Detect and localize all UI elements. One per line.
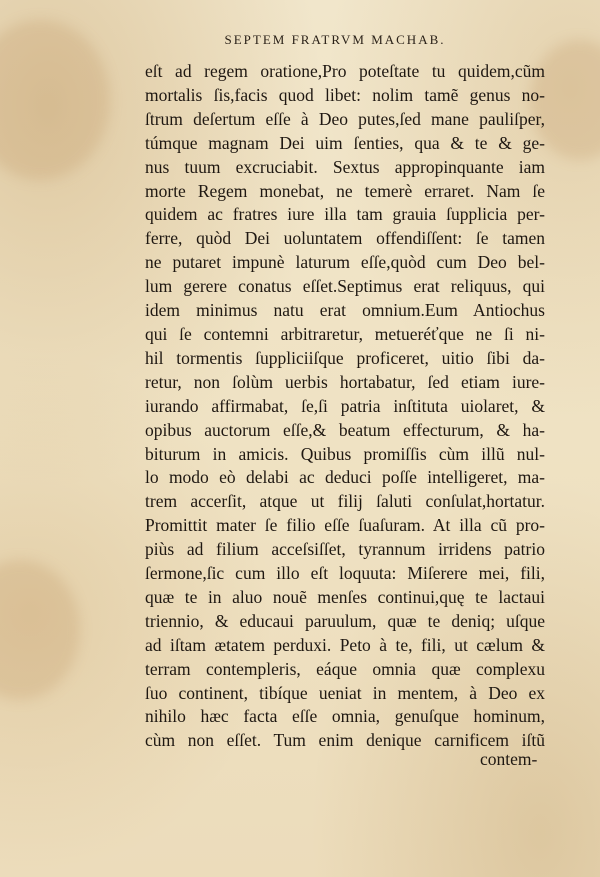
text-line: triennio, & educaui paruulum, quæ te deniq; uſque	[145, 610, 545, 631]
text-line: quæ te in aluo nouẽ menſes continui,quę te lactaui	[145, 586, 545, 607]
text-line: morte Regem monebat, ne temerè erraret. Nam ſe	[145, 180, 545, 201]
text-line: ſuo continent, tibíque ueniat in mentem, à Deo ex	[145, 682, 545, 703]
text-line: quidem ac fratres iure illa tam grauia ſupplicia per-	[145, 204, 545, 225]
text-line: piùs ad filium acceſsiſſet, tyrannum irridens patrio	[145, 539, 545, 560]
text-line: ſermone,ſic cum illo eſt loquuta: Miſerere mei, fili,	[145, 563, 545, 584]
running-head: SEPTEM FRATRVM MACHAB.	[224, 32, 446, 47]
text-line: nus tuum excruciabit. Sextus appropinquante iam	[145, 156, 545, 177]
text-line: retur, non ſolùm uerbis hortabatur, ſed etiam iure-	[145, 371, 545, 392]
text-line: hil tormentis ſuppliciiſque proficeret, uitio ſibi da-	[145, 347, 545, 368]
text-line: Promittit mater ſe filio eſſe ſuaſuram. At illa cũ pro-	[145, 515, 545, 536]
text-line: biturum in amicis. Quibus promiſſis cùm illũ nul-	[145, 443, 545, 464]
text-line: trem accerſit, atque ut filij ſaluti conſulat,hortatur.	[145, 491, 545, 512]
text-line: iurando affirmabat, ſe,ſi patria inſtituta uiolaret, &	[145, 395, 545, 416]
text-line: ſtrum deſertum eſſe à Deo putes,ſed mane pauliſper,	[145, 108, 545, 129]
text-line: terram contempleris, eáque omnia quæ complexu	[145, 658, 545, 679]
text-line: túmque magnam Dei uim ſenties, qua & te & ge-	[145, 132, 545, 153]
text-line: lo modo eò delabi ac deduci poſſe intelligeret, ma-	[145, 467, 545, 488]
text-line: opibus auctorum eſſe,& beatum effecturum, & ha-	[145, 419, 545, 440]
text-line: mortalis ſis,facis quod libet: nolim tamẽ genus no-	[145, 84, 545, 105]
body-text	[145, 60, 545, 753]
text-line: qui ſe contemni arbitraretur, metueréťque ne ſi ni-	[145, 323, 545, 344]
text-line: lum gerere conatus eſſet.Septimus erat reliquus, qui	[145, 276, 545, 297]
text-line: cùm non eſſet. Tum enim denique carnificem iſtũ	[145, 730, 545, 751]
text-line: ne putaret impunè laturum eſſe,quòd cum Deo bel-	[145, 252, 545, 273]
text-line: ad iſtam ætatem perduxi. Peto à te, fili, ut cælum &	[145, 634, 545, 655]
text-line: eſt ad regem oratione,Pro poteſtate tu quidem,cũm	[145, 61, 545, 81]
text-line: idem minimus natu erat omnium.Eum Antiochus	[145, 300, 545, 321]
text-line: ferre, quòd Dei uoluntatem offendiſſent: ſe tamen	[145, 228, 545, 249]
catchword: contem-	[480, 749, 538, 769]
water-stain-lower-left	[0, 560, 80, 700]
text-line: nihilo hæc facta eſſe omnia, genuſque hominum,	[145, 706, 545, 727]
